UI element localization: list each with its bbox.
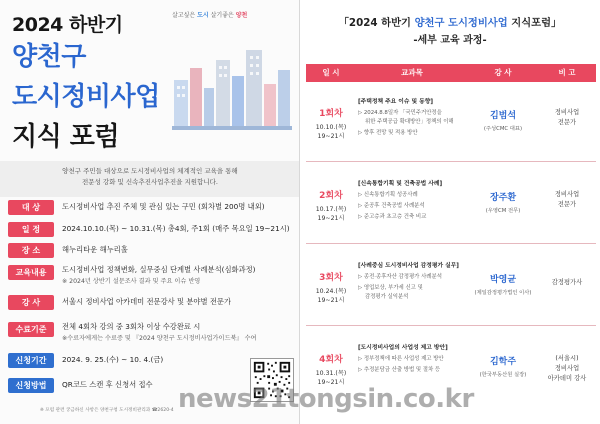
instructor-cell <box>468 328 538 412</box>
intro-line-2: 전문성 강화 및 신속추진사업추진을 지원합니다. <box>82 178 218 186</box>
remark-line: 정비사업 <box>554 109 580 116</box>
slogan-prefix: 살고싶은 <box>172 12 196 19</box>
info-label: 장 소 <box>8 243 54 258</box>
header-instructor: 강 사 <box>494 68 512 77</box>
session-round: 2회차 <box>319 191 343 201</box>
slogan-city: 도시 <box>197 12 209 19</box>
header-datetime: 일 시 <box>322 68 340 77</box>
info-text: 전체 4회차 강의 중 3회차 이상 수강완료 시 <box>62 322 201 331</box>
instructor-cell <box>468 246 538 325</box>
session-date: 10.24.(목) <box>315 288 347 295</box>
contact-footnote: ※ 포럼 관련 궁금하신 사항은 양천구청 도시정비관리과 ☎2620-4 <box>40 408 174 413</box>
remarks-cell <box>538 164 596 243</box>
subject-line: ▷ 향후 전망 및 적용 방안 <box>358 130 418 136</box>
info-label: 교육내용 <box>8 265 54 280</box>
subject-line: 위한 주택공급 확대방안」정책의 이해 <box>365 119 454 125</box>
schedule-title-prefix: 「2024 하반기 <box>338 17 415 29</box>
info-row-instructor <box>8 293 300 313</box>
session-time: 19~21시 <box>317 133 345 140</box>
subject-line: ▷ 신속통합기획 성공사례 <box>358 192 418 198</box>
header-subject: 교과목 <box>401 68 423 77</box>
info-subtext: ※수료자에게는 수료증 및 『2024 양천구 도시정비사업가이드북』 수여 <box>62 335 257 342</box>
subject-line: ▷ 정부정책에 따른 사업성 제고 방안 <box>358 356 444 362</box>
session-time: 19~21시 <box>317 297 345 304</box>
table-row <box>306 82 596 162</box>
schedule-title <box>300 14 600 29</box>
info-label: 일 정 <box>8 222 54 237</box>
info-label: 강 사 <box>8 295 54 310</box>
schedule-title-highlight: 양천구 도시정비사업 <box>414 17 508 29</box>
slogan-brand: 양천 <box>235 12 248 19</box>
table-row <box>306 164 596 244</box>
subject-line: ▷ 종전·종후자산 감정평가 사례분석 <box>358 274 442 280</box>
remarks-cell <box>538 328 596 412</box>
subject-title: [주택정책 주요 이슈 및 동향] <box>358 99 433 105</box>
instructor-name: 박영균 <box>489 275 517 285</box>
remark-line: 전문가 <box>557 119 577 126</box>
info-text: 해누리타운 해누리홀 <box>62 245 128 254</box>
subject-cell <box>358 96 466 136</box>
info-row-target <box>8 198 300 218</box>
district-slogan <box>172 10 247 19</box>
info-row-schedule <box>8 220 300 240</box>
session-round: 4회차 <box>319 355 343 365</box>
info-label: 수료기준 <box>8 322 54 337</box>
subject-line: ▷ 추정분담금 산출 방법 및 절차 등 <box>358 367 441 373</box>
remarks-cell <box>538 246 596 325</box>
remarks-cell <box>538 82 596 161</box>
instructor-name: 김학주 <box>489 357 517 367</box>
info-text: 서울시 정비사업 아카데미 전문강사 및 분야별 전문가 <box>62 297 231 306</box>
info-row-completion <box>8 320 300 340</box>
info-row-content <box>8 263 300 283</box>
news-watermark: news21tongsin.co.kr <box>178 384 474 414</box>
remark-line: 전문가 <box>557 201 577 208</box>
remark-line: 정비사업 <box>554 365 580 372</box>
instructor-affiliation: (한국부동산원 실장) <box>479 372 527 378</box>
instructor-affiliation: (제일감정평가법인 이사) <box>474 290 532 296</box>
remark-line: 아카데미 강사 <box>547 375 587 382</box>
info-label: 신청방법 <box>8 378 54 393</box>
session-round: 3회차 <box>319 273 343 283</box>
intro-line-1: 양천구 주민들 대상으로 도시정비사업의 체계적인 교육을 통해 <box>62 167 238 175</box>
subject-line: ▷ 준공후 건축공법 사례분석 <box>358 203 425 209</box>
session-date: 10.31.(목) <box>315 370 347 377</box>
info-text: 2024. 9. 25.(수) ~ 10. 4.(금) <box>62 355 164 364</box>
subject-line: 감정평가 실익분석 <box>365 294 409 300</box>
session-time: 19~21시 <box>317 215 345 222</box>
info-text: 2024.10.10.(목) ~ 10.31.(목) 총4회, 주1회 (매주 목요일 19~21시) <box>62 224 290 233</box>
instructor-affiliation: (주성CMC 대표) <box>483 126 523 132</box>
session-date: 10.10.(목) <box>315 124 347 131</box>
session-cell <box>306 82 356 161</box>
course-schedule <box>300 0 600 424</box>
remark-line: 정비사업 <box>554 191 580 198</box>
subject-title: [도시정비사업의 사업성 제고 방안] <box>358 345 448 351</box>
info-subtext: ※ 2024년 상반기 설문조사 결과 및 주요 이슈 반영 <box>62 278 201 285</box>
schedule-title-suffix: 지식포럼」 <box>507 17 562 29</box>
slogan-mid: 살기좋은 <box>210 12 234 19</box>
subject-line: ▷ 준고층과 초고층 건축 비교 <box>358 214 427 220</box>
instructor-name: 장주환 <box>489 193 517 203</box>
table-row <box>306 246 596 326</box>
info-text: 도시정비사업 정책변화, 실무중심 단계별 사례분석(심화과정) <box>62 265 256 274</box>
info-label: 대 상 <box>8 200 54 215</box>
instructor-cell <box>468 164 538 243</box>
subject-line: ▷ 2024.8.8일자 「국민주거안정을 <box>358 110 442 116</box>
subject-cell <box>358 260 466 300</box>
info-text: 도시정비사업 추진 주체 및 관심 있는 구민 (회차별 200명 내외) <box>62 202 265 211</box>
subject-cell <box>358 178 466 220</box>
instructor-affiliation: (우영CM 전무) <box>485 208 521 214</box>
poster-title-district: 양천구 <box>12 42 86 72</box>
poster-intro <box>0 161 300 197</box>
header-remarks: 비 고 <box>558 68 576 77</box>
info-label: 신청기간 <box>8 353 54 368</box>
schedule-table-header <box>306 64 596 82</box>
subject-title: [사례중심 도시정비사업 감정평가 실무] <box>358 263 459 269</box>
schedule-subtitle: -세부 교육 과정- <box>413 35 487 46</box>
session-cell <box>306 246 356 325</box>
remark-line: (서울시) <box>555 355 579 362</box>
session-round: 1회차 <box>319 109 343 119</box>
poster-title-topic: 도시정비사업 <box>12 82 160 112</box>
instructor-name: 김범석 <box>489 111 517 121</box>
remark-line: 감정평가사 <box>551 279 583 286</box>
subject-title: [신속통합기획 및 건축공법 사례] <box>358 181 443 187</box>
city-skyline-illustration <box>172 40 292 130</box>
poster-title-forum: 지식 포럼 <box>12 122 120 152</box>
subject-line: ▷ 영업보상, 부가세 신고 및 <box>358 285 423 291</box>
info-row-venue <box>8 241 300 261</box>
session-time: 19~21시 <box>317 379 345 386</box>
instructor-cell <box>468 82 538 161</box>
session-cell <box>306 164 356 243</box>
session-date: 10.17.(목) <box>315 206 347 213</box>
info-text: QR코드 스캔 후 신청서 접수 <box>62 380 153 389</box>
poster-title-year: 2024 하반기 <box>12 14 123 36</box>
subject-cell <box>358 342 466 373</box>
